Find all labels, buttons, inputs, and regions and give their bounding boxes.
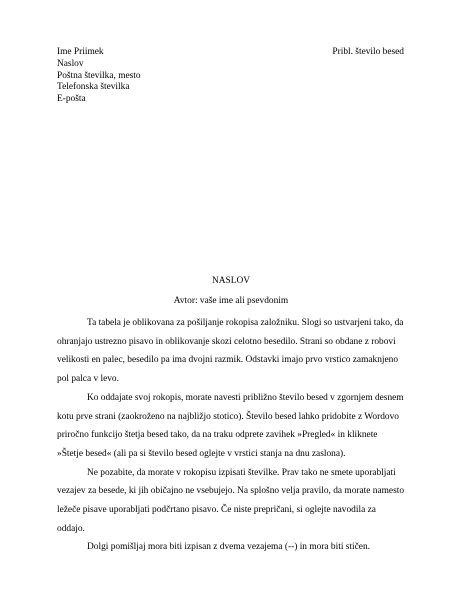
author-postal-city: Poštna številka, mesto	[57, 70, 141, 81]
manuscript-body	[57, 314, 405, 557]
body-paragraph: Ta tabela je oblikovana za pošiljanje rokopisa založniku. Slogi so ustvarjeni tako, da ohranjajo ustrezno pisavo in oblikovanje skozi celotno besedilo. Strani so obdane z robovi velikosti en palec, besedilo pa ima dvojni razmik. Odstavki imajo prvo vrstico zamaknjeno pol palca v levo.	[57, 318, 404, 385]
body-paragraph: Ko oddajate svoj rokopis, morate navesti približno število besed v zgornjem desnem kotu prve strani (zaokroženo na najbližjo stotico). Število besed lahko pridobite z Wordovo priročno funkcijo štetja besed tako, da na traku odprete zavihek »Pregled« in kliknete »Štetje besed« (ali pa si število besed oglejte v vrstici stanja na dnu zaslona).	[57, 392, 404, 459]
author-address: Naslov	[57, 58, 84, 69]
body-paragraph: Ne pozabite, da morate v rokopisu izpisati številke. Prav tako ne smete uporabljati vezajev za besede, ki jih običajno ne vsebujejo. Na splošno velja pravilo, da morate namesto ležeče pisave uporabljati podčrtano pisavo. Če niste prepričani, si oglejte navodila za oddajo.	[57, 467, 405, 534]
body-paragraph: Dolgi pomišljaj mora biti izpisan z dvema vezajema (--) in mora biti stičen.	[87, 542, 370, 553]
manuscript-byline: Avtor: vaše ime ali psevdonim	[173, 296, 289, 306]
author-email: E-pošta	[57, 94, 86, 105]
author-contact-block	[57, 47, 141, 106]
manuscript-title: NASLOV	[211, 276, 251, 286]
author-name: Ime Priimek	[57, 47, 104, 57]
author-phone: Telefonska številka	[57, 82, 130, 93]
word-count-label: Pribl. število besed	[332, 47, 404, 57]
